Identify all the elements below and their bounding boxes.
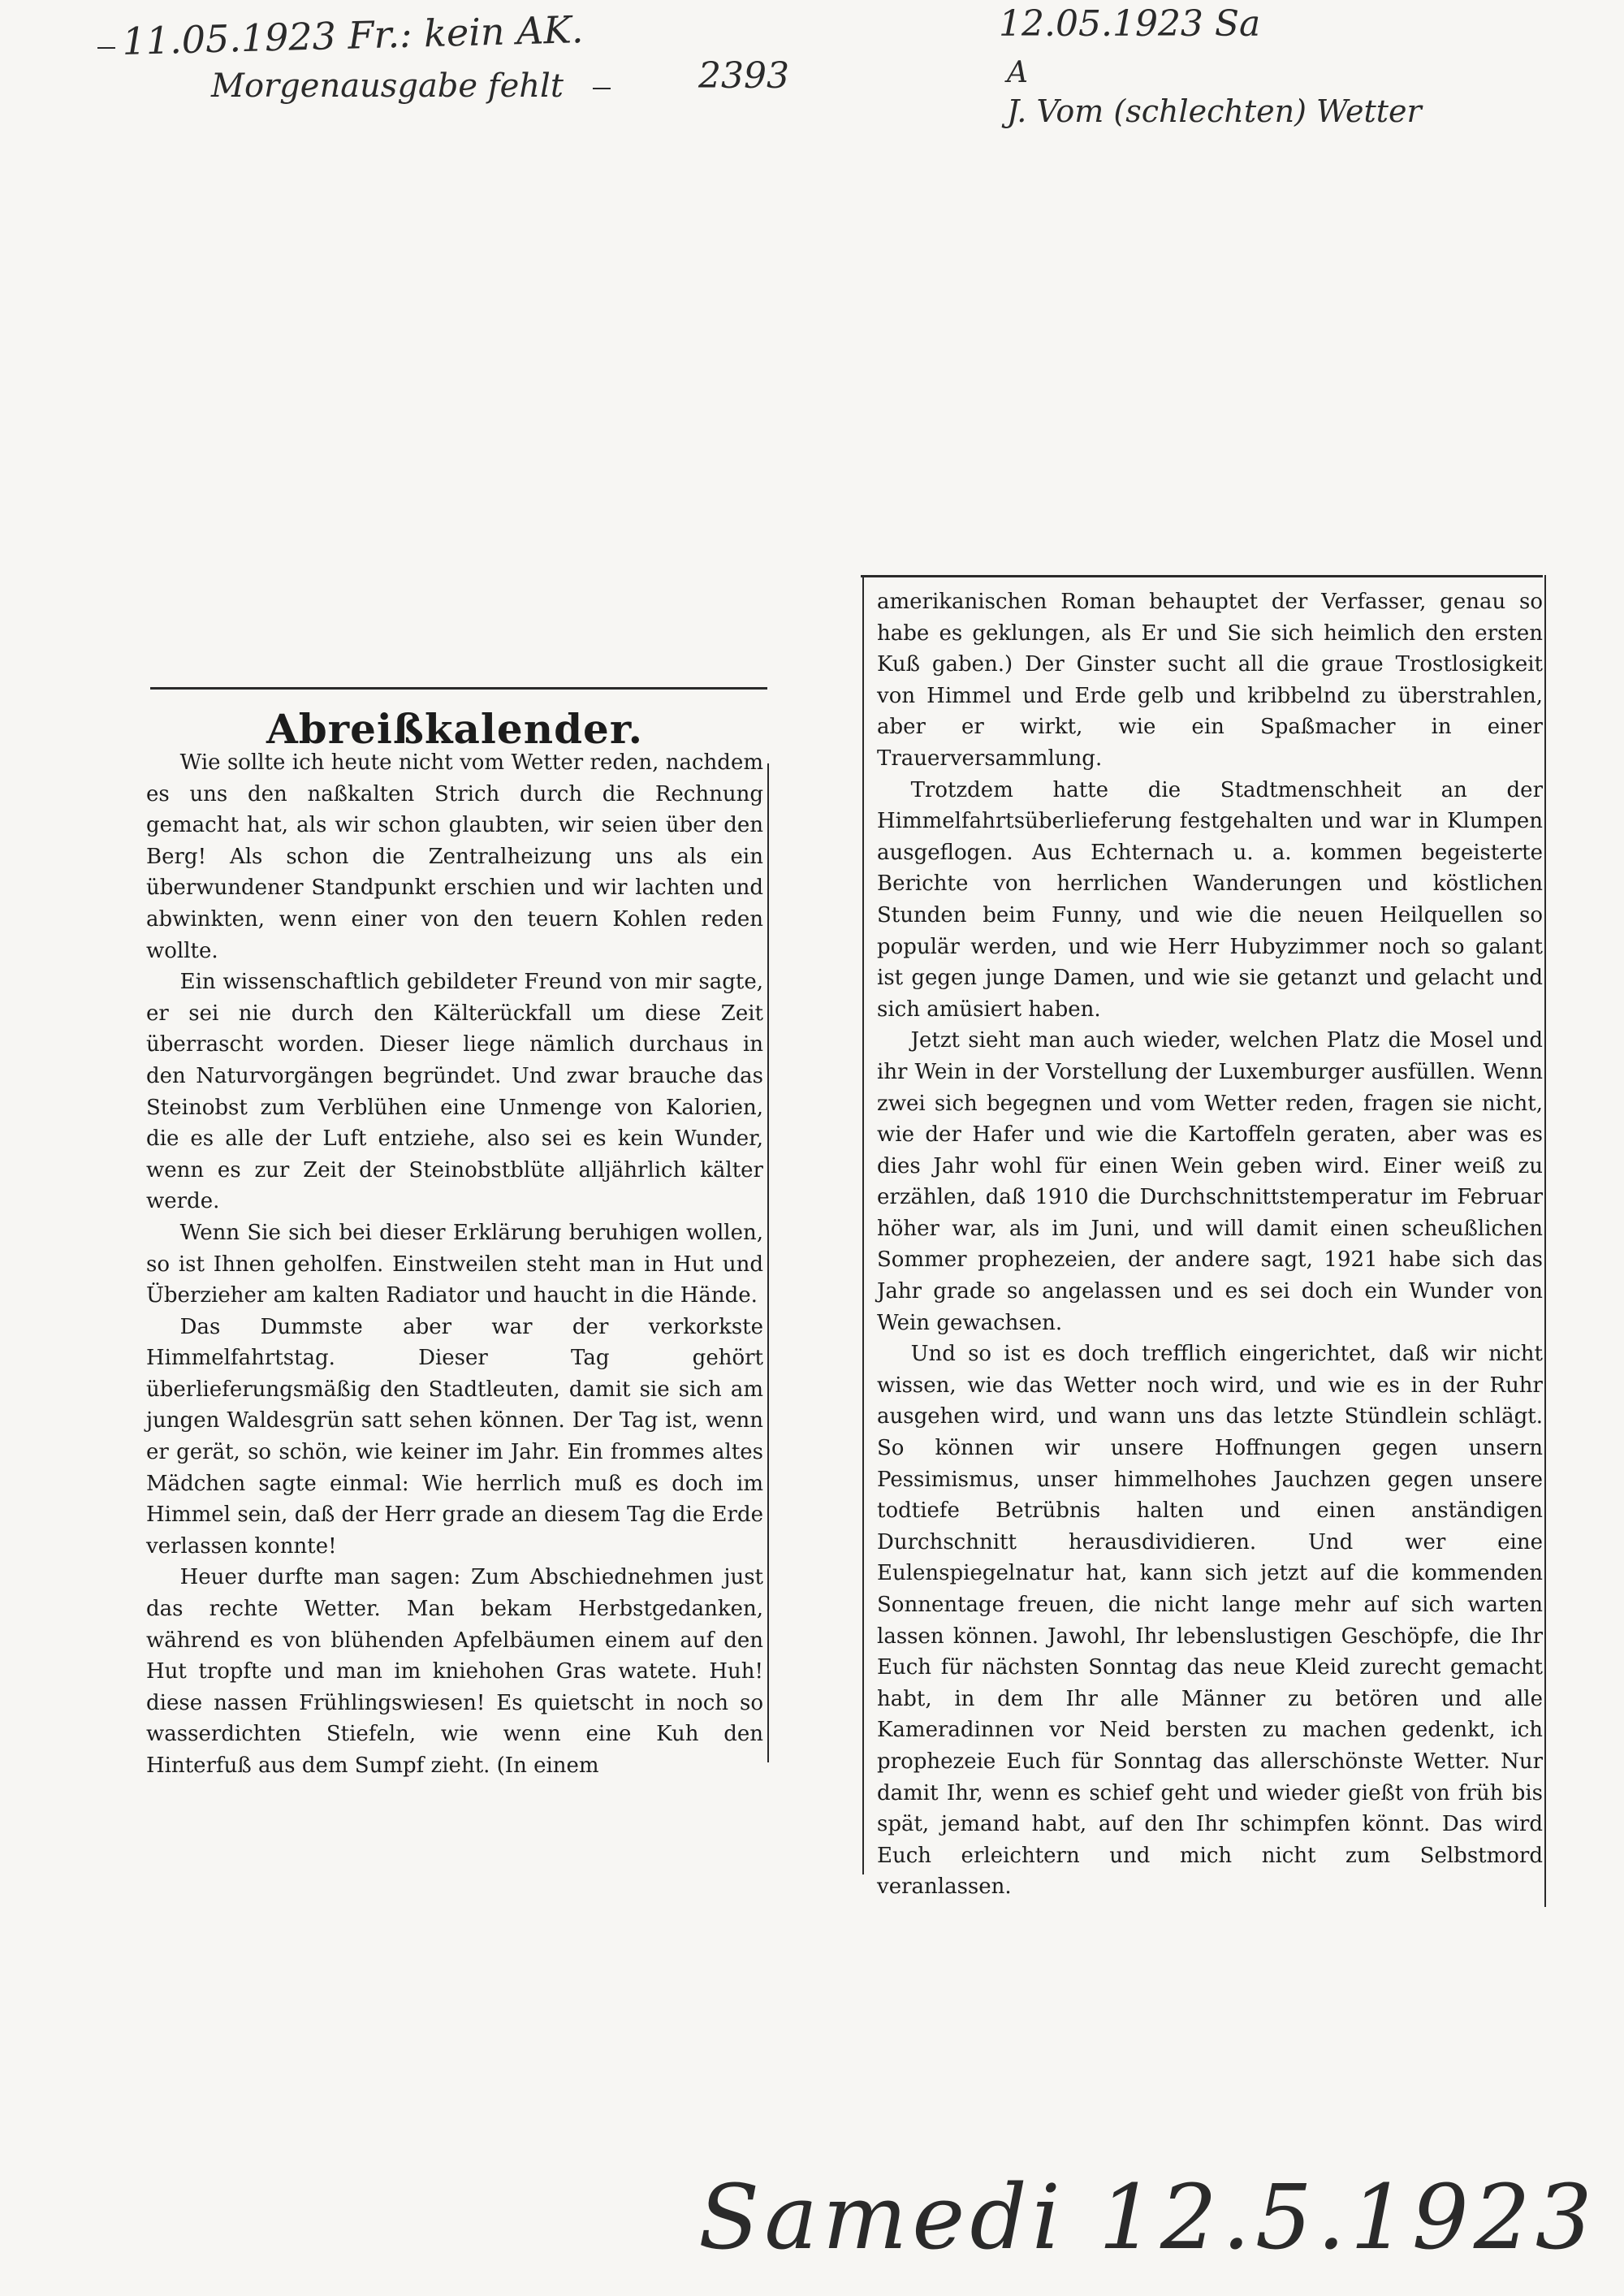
handwritten-dash: [593, 88, 611, 89]
paragraph: Jetzt sieht man auch wieder, welchen Platz die Mosel und ihr Wein in der Vorstellung der Luxemburger ausfüllen. Wenn zwei sich begegnen und vom Wetter reden, fragen sie nicht, wie der Hafer und wie die Kartoffeln geraten, aber was es dies Jahr wohl für einen Wein geben wird. Einer weiß zu erzählen, daß 1910 die Durchschnittstemperatur im Februar höher war, als im Juni, und will damit einen scheußlichen Sommer prophezeien, der andere sagt, 1921 habe sich das Jahr grade so angelassen und es sei doch ein Wunder von Wein gewachsen.: [877, 1028, 1543, 1335]
article-left-column: [146, 747, 763, 1782]
paragraph: Das Dummste aber war der verkorkste Himmelfahrtstag. Dieser Tag gehört überlieferungsmäßig den Stadtleuten, damit sie sich am jungen Waldesgrün satt sehen können. Der Tag ist, wenn er gerät, so schön, wie keiner im Jahr. Ein frommes altes Mädchen sagte einmal: Wie herrlich muß es doch im Himmel sein, daß der Herr grade an diesem Tag die Erde verlassen konnte!: [146, 1314, 763, 1559]
clipping-edge-left-column: [767, 763, 769, 1762]
paragraph: Trotzdem hatte die Stadtmenschheit an der Himmelfahrtsüberlieferung festgehalten und war in Klumpen ausgeflogen. Aus Echternach u. a. kommen begeisterte Berichte von herrlichen Wanderungen und köstlichen Stunden beim Funny, und wie die neuen Heilquellen so populär werden, und wie Herr Hubyzimmer noch so galant ist gegen junge Damen, und wie sie getanzt und gelacht und sich amüsiert haben.: [877, 777, 1543, 1022]
paragraph: amerikanischen Roman behauptet der Verfasser, genau so habe es geklungen, als Er und Sie sich heimlich den ersten Kuß gaben.) Der Ginster sucht all die graue Trostlosigkeit von Himmel und Erde gelb und kribbelnd zu überstrahlen, aber er wirkt, wie ein Spaßmacher in einer Trauerversammlung.: [877, 590, 1543, 771]
handwritten-note-top-right-date: 12.05.1923 Sa: [999, 3, 1261, 45]
clipping-top-rule-right: [861, 575, 1543, 577]
article-title: Abreißkalender.: [266, 705, 644, 753]
handwritten-archive-number: 2393: [698, 55, 789, 97]
handwritten-note-top-right-subject: J. Vom (schlechten) Wetter: [1007, 93, 1422, 129]
handwritten-date-bottom: Samedi 12.5.1923: [698, 2165, 1597, 2269]
clipping-edge-right-right: [1544, 575, 1546, 1907]
paragraph: Wie sollte ich heute nicht vom Wetter reden, nachdem es uns den naßkalten Strich durch die Rechnung gemacht hat, als wir schon glaubten, wir seien über den Berg! Als schon die Zentralheizung uns als ein überwundener Standpunkt erschien und wir lachten und abwinkten, wenn einer von den teuern Kohlen reden wollte.: [146, 750, 763, 963]
paragraph: Ein wissenschaftlich gebildeter Freund von mir sagte, er sei nie durch den Kälterückfall um diese Zeit überrascht worden. Dieser liege nämlich durchaus in den Naturvorgängen begründet. Und zwar brauche das Steinobst zum Verblühen eine Unmenge von Kalorien, die es alle der Luft entziehe, also sei es kein Wunder, wenn es zur Zeit der Steinobstblüte alljährlich kälter werde.: [146, 970, 763, 1214]
clipping-edge-right-left: [862, 575, 864, 1874]
paragraph: Und so ist es doch trefflich eingerichtet, daß wir nicht wissen, wie das Wetter noch wird, und wie es in der Ruhr ausgehen wird, und wann uns das letzte Stündlein schlägt. So können wir unsere Hoffnungen gegen unsern Pessimismus, unser himmelhohes Jauchzen gegen unsere todtiefe Betrübnis halten und einen anständigen Durchschnitt herausdividieren. Und wer eine Eulenspiegelnatur hat, kann sich jetzt auf die kommenden Sonnentage freuen, die nicht lange mehr auf sich warten lassen können. Jawohl, Ihr lebenslustigen Geschöpfe, die Ihr Euch für nächsten Sonntag das neue Kleid zurecht gemacht habt, in dem Ihr alle Männer zu betören und alle Kameradinnen vor Neid bersten zu machen gedenkt, ich prophezeie Euch für Sonntag das allerschönste Wetter. Nur damit Ihr, wenn es schief geht und wieder gießt von früh bis spät, jemand habt, auf den Ihr schimpfen könnt. Das wird Euch erleichtern und mich nicht zum Selbstmord veranlassen.: [877, 1342, 1543, 1900]
handwritten-note-missing-edition: Morgenausgabe fehlt: [211, 67, 564, 105]
paragraph: Heuer durfte man sagen: Zum Abschiednehmen just das rechte Wetter. Man bekam Herbstgedanken, während es von blühenden Apfelbäumen einem auf den Hut tropfte und man im kniehohen Gras watete. Huh! diese nassen Frühlingswiesen! Es quietscht in noch so wasserdichten Stiefeln, wie wenn eine Kuh den Hinterfuß aus dem Sumpf zieht. (In einem: [146, 1565, 763, 1778]
handwritten-note-top-right-letter: A: [1007, 56, 1028, 89]
handwritten-note-top-left: 11.05.1923 Fr.: kein AK.: [121, 7, 584, 63]
paragraph: Wenn Sie sich bei dieser Erklärung beruhigen wollen, so ist Ihnen geholfen. Einstweilen steht man in Hut und Überzieher am kalten Radiator und haucht in die Hände.: [146, 1220, 763, 1308]
clipping-top-rule: [150, 687, 767, 690]
article-right-column: [877, 586, 1543, 1903]
handwritten-dash: [97, 47, 115, 49]
